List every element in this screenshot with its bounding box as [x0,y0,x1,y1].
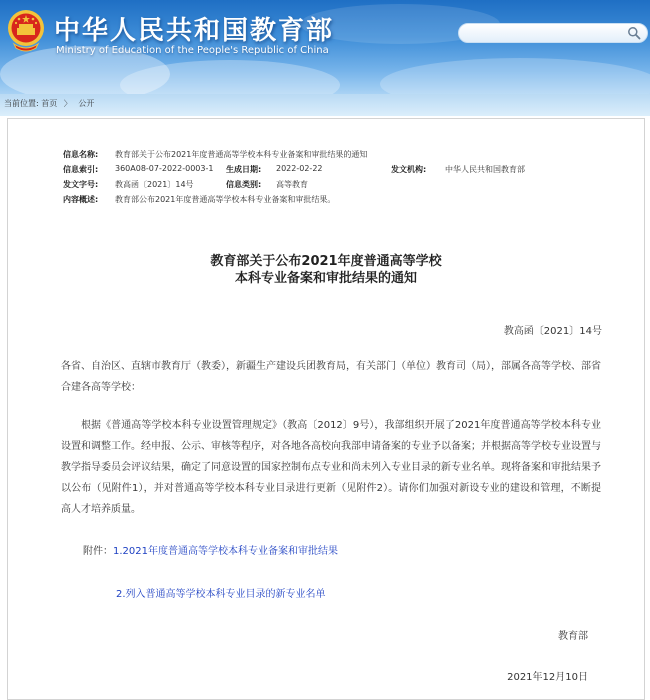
meta-title-value: 教育部关于公布2021年度普通高等学校本科专业备案和审批结果的通知 [115,150,368,159]
document-card [7,118,645,700]
site-subtitle: Ministry of Education of the People's Republic of China [56,45,329,56]
document-title-line-2: 本科专业备案和审批结果的通知 [234,271,417,286]
meta-index-value: 360A08-07-2022-0003-1 [115,164,214,173]
breadcrumb [4,98,94,109]
breadcrumb-separator: 〉 [63,99,72,108]
meta-docno-label: 发文字号: [63,180,99,189]
document-metadata [63,149,603,209]
document-number: 教高函〔2021〕14号 [503,326,602,337]
meta-agency-value: 中华人民共和国教育部 [445,165,525,174]
attachment-prefix: 附件： [83,546,113,557]
attachment-2-link[interactable]: 2.列入普通高等学校本科专业目录的新专业名单 [116,589,326,600]
document-date: 2021年12月10日 [507,672,588,683]
meta-row-index [63,164,603,179]
meta-docno-value: 教高函〔2021〕14号 [115,180,194,189]
meta-date-label: 生成日期: [226,165,262,174]
document-title [8,253,644,287]
breadcrumb-public-link[interactable]: 公开 [78,99,95,108]
meta-summary-label: 内容概述: [63,195,99,204]
meta-index-label: 信息索引: [63,165,99,174]
attachment-1-link[interactable]: 1.2021年度普通高等学校本科专业备案和审批结果 [113,546,338,557]
header-cloud-decoration [380,58,650,94]
site-header [0,0,650,94]
breadcrumb-home-link[interactable]: 首页 [41,99,58,108]
national-emblem-icon[interactable] [6,8,46,54]
breadcrumb-label: 当前位置: [4,99,39,108]
breadcrumb-bar [0,94,650,116]
meta-category-value: 高等教育 [276,180,308,189]
document-addressee: 各省、自治区、直辖市教育厅（教委），新疆生产建设兵团教育局，有关部门（单位）教育司（局），部属各高等学校、部省合建各高等学校： [61,361,601,393]
attachment-line-1 [83,542,338,557]
meta-title-label: 信息名称: [63,150,99,159]
meta-row-docno [63,179,603,194]
meta-category-label: 信息类别: [226,180,262,189]
search-box [458,23,648,43]
meta-row-title [63,149,603,164]
meta-date-value: 2022-02-22 [276,164,323,173]
document-paragraph: 根据《普通高等学校本科专业设置管理规定》（教高〔2012〕9号），我部组织开展了2021年度普通高等学校本科专业设置和调整工作。经申报、公示、审核等程序，对各地各高校向我部申请备案的专业予以备案；并根据高等学校专业设置与教学指导委员会评议结果，确定了同意设置的国家控制布点专业和尚未列入专业目录的新专业名单。现将备案和审批结果予以公布（见附件1），并对普通高等学校本科专业目录进行更新（见附件2）。请你们加强对新设专业的建设和管理，不断提高人才培养质量。 [61,420,601,515]
meta-agency-label: 发文机构: [391,165,427,174]
search-icon[interactable] [627,26,641,40]
site-title[interactable]: 中华人民共和国教育部 [54,16,335,46]
attachment-line-2 [116,585,326,600]
document-signature: 教育部 [558,631,588,642]
meta-summary-value: 教育部公布2021年度普通高等学校本科专业备案和审批结果。 [115,195,336,204]
document-title-line-1: 教育部关于公布2021年度普通高等学校 [210,254,442,269]
meta-row-summary [63,194,603,209]
search-input[interactable] [467,25,622,40]
